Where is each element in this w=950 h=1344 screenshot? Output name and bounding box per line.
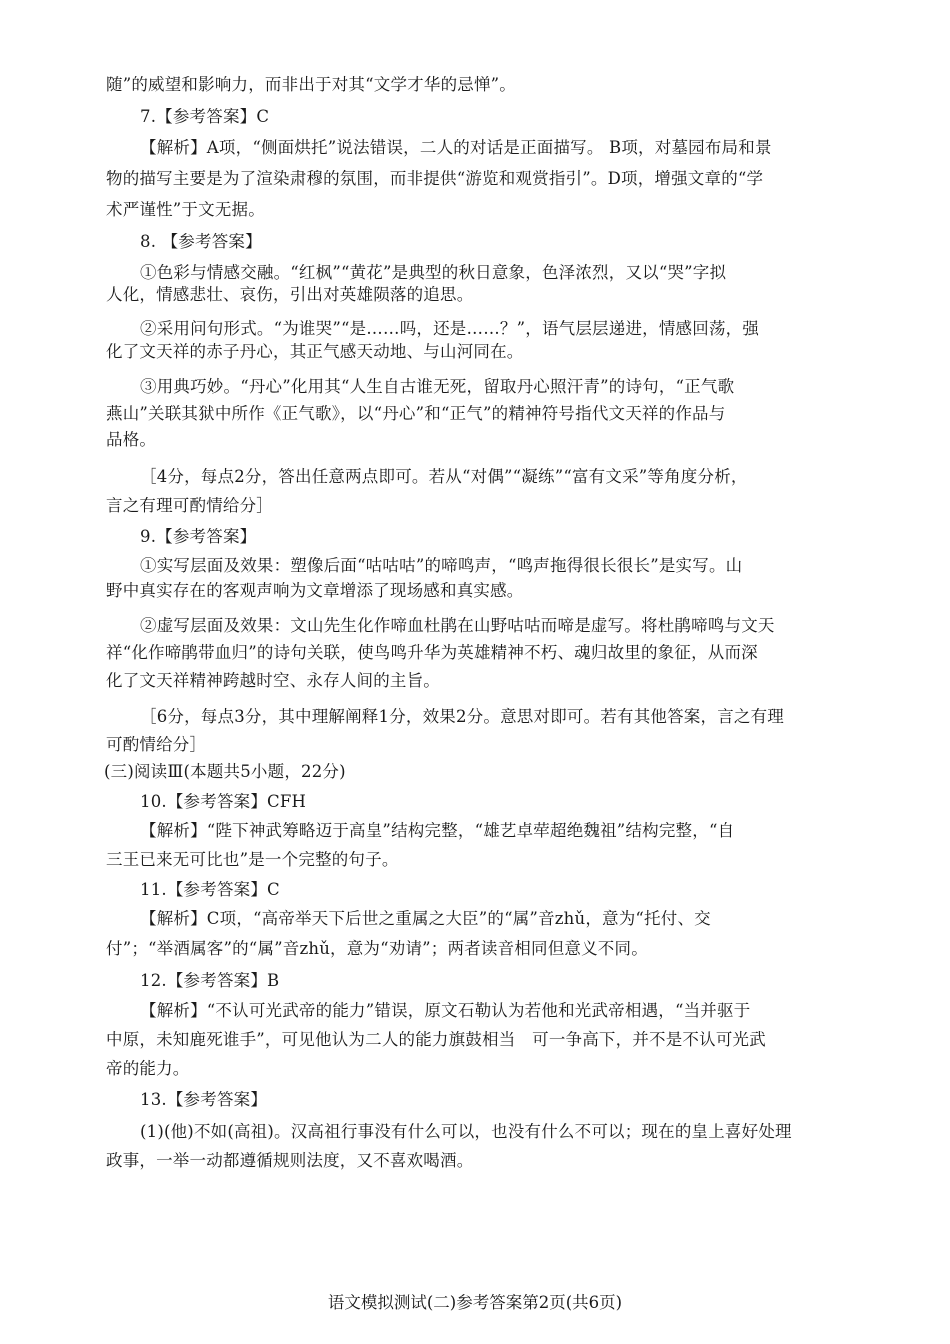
text-line: ①色彩与情感交融。“红枫”“黄花”是典型的秋日意象，色泽浓烈，又以“哭”字拟 <box>140 263 727 282</box>
text-line: 化了文天祥精神跨越时空、永存人间的主旨。 <box>106 671 440 690</box>
answer-heading-11: 11.【参考答案】C <box>140 880 280 899</box>
text-line: 【解析】“陛下神武筹略迈于高皇”结构完整，“雄艺卓荦超绝魏祖”结构完整，“自 <box>140 821 735 840</box>
text-line: 中原，未知鹿死谁手”，可见他认为二人的能力旗鼓相当 可一争高下，并不是不认可光武 <box>106 1030 766 1049</box>
answer-heading-8: 8. 【参考答案】 <box>140 232 262 251</box>
scoring-note: ［4分，每点2分，答出任意两点即可。若从“对偶”“凝练”“富有文采”等角度分析， <box>140 467 748 486</box>
answer-heading-12: 12.【参考答案】B <box>140 971 280 990</box>
scoring-note: 言之有理可酌情给分］ <box>106 496 273 515</box>
text-line: ②虚写层面及效果：文山先生化作啼血杜鹃在山野咕咕而啼是虚写。将杜鹃啼鸣与文天 <box>140 616 775 635</box>
section-heading: (三)阅读Ⅲ(本题共5小题，22分) <box>104 762 346 781</box>
text-line: 三王已来无可比也”是一个完整的句子。 <box>106 850 399 869</box>
text-line: 祥“化作啼鹃带血归”的诗句关联，使鸟鸣升华为英雄精神不朽、魂归故里的象征，从而深 <box>106 643 758 662</box>
text-line: 物的描写主要是为了渲染肃穆的氛围，而非提供“游览和观赏指引”。D项，增强文章的“学 <box>106 169 764 188</box>
text-line: (1)(他)不如(高祖)。汉高祖行事没有什么可以，也没有什么不可以；现在的皇上喜好处理 <box>140 1122 792 1141</box>
answer-heading-10: 10.【参考答案】CFH <box>140 792 307 811</box>
text-line: 【解析】A项，“侧面烘托”说法错误，二人的对话是正面描写。 B项，对墓园布局和景 <box>140 138 772 157</box>
text-line: 术严谨性”于文无据。 <box>106 200 265 219</box>
text-line: 化了文天祥的赤子丹心，其正气感天动地、与山河同在。 <box>106 342 524 361</box>
text-line: 随”的威望和影响力，而非出于对其“文学才华的忌惮”。 <box>106 75 517 94</box>
text-line: 【解析】“不认可光武帝的能力”错误，原文石勒认为若他和光武帝相遇，“当并驱于 <box>140 1001 751 1020</box>
text-line: ②采用问句形式。“为谁哭”“是……吗，还是……？”，语气层层递进，情感回荡，强 <box>140 319 760 338</box>
text-line: 品格。 <box>106 430 157 449</box>
scoring-note: 可酌情给分］ <box>106 735 207 754</box>
text-line: 燕山”关联其狱中所作《正气歌》，以“丹心”和“正气”的精神符号指代文天祥的作品与 <box>106 404 726 423</box>
text-line: ③用典巧妙。“丹心”化用其“人生自古谁无死，留取丹心照汗青”的诗句，“正气歌 <box>140 377 735 396</box>
answer-heading-13: 13.【参考答案】 <box>140 1090 268 1109</box>
text-line: 帝的能力。 <box>106 1059 190 1078</box>
answer-heading-7: 7.【参考答案】C <box>140 107 270 126</box>
scoring-note: ［6分，每点3分，其中理解阐释1分，效果2分。意思对即可。若有其他答案，言之有理 <box>140 707 784 726</box>
page-footer: 语文模拟测试(二)参考答案第2页(共6页) <box>327 1293 623 1312</box>
text-line: 野中真实存在的客观声响为文章增添了现场感和真实感。 <box>106 581 524 600</box>
text-line: 政事，一举一动都遵循规则法度，又不喜欢喝酒。 <box>106 1151 474 1170</box>
answer-heading-9: 9.【参考答案】 <box>140 527 257 546</box>
text-line: 付”；“举酒属客”的“属”音zhǔ，意为“劝请”；两者读音相同但意义不同。 <box>106 939 648 958</box>
text-line: ①实写层面及效果：塑像后面“咕咕咕”的啼鸣声，“鸣声拖得很长很长”是实写。山 <box>140 556 743 575</box>
text-line: 【解析】C项，“高帝举天下后世之重属之大臣”的“属”音zhǔ，意为“托付、交 <box>140 909 711 928</box>
text-line: 人化，情感悲壮、哀伤，引出对英雄陨落的追思。 <box>106 285 474 304</box>
